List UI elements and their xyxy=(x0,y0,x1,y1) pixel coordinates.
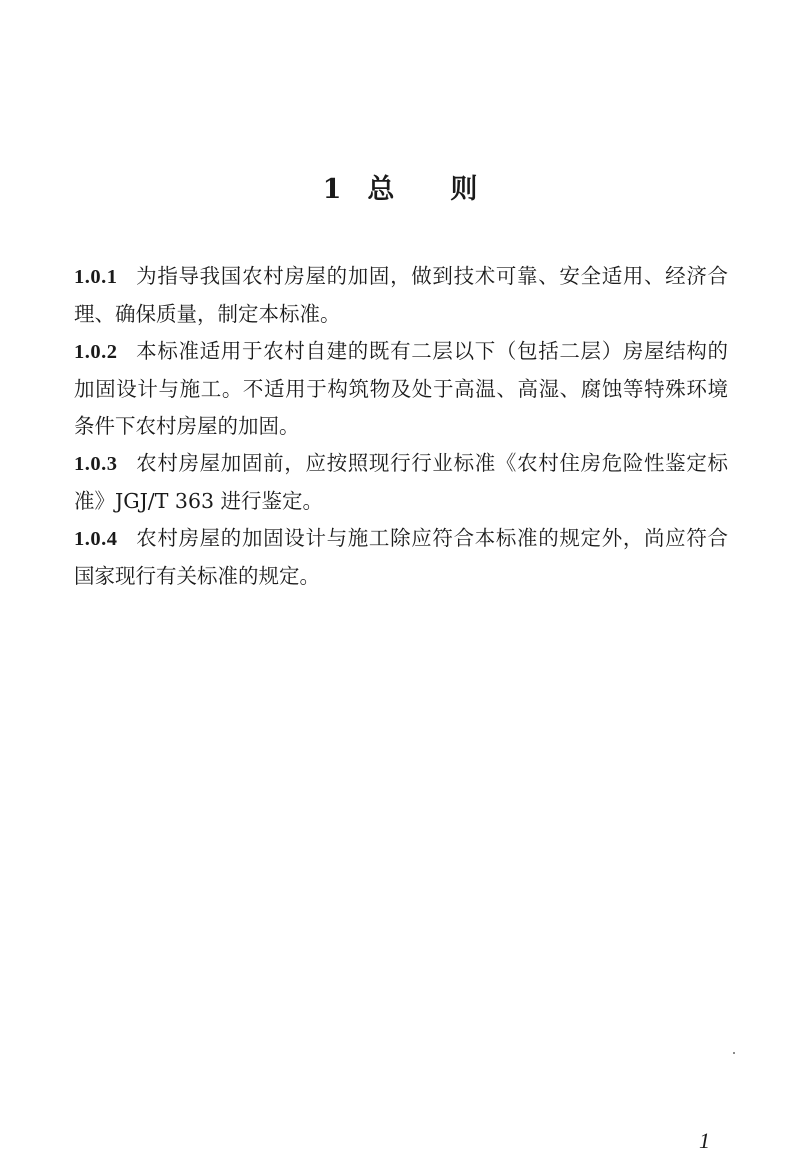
clause-1-0-3 xyxy=(74,445,728,520)
clause-number: 1.0.2 xyxy=(74,341,118,363)
clause-text: 农村房屋加固前，应按照现行行业标准《农村住房危险性鉴定标准》JGJ/T 363 进行鉴定。 xyxy=(74,451,728,513)
scan-speck xyxy=(733,1052,735,1054)
clause-text: 为指导我国农村房屋的加固，做到技术可靠、安全适用、经济合理、确保质量，制定本标准。 xyxy=(74,264,728,326)
clause-text: 农村房屋的加固设计与施工除应符合本标准的规定外，尚应符合国家现行有关标准的规定。 xyxy=(74,526,728,588)
chapter-title-char-1: 总 xyxy=(367,174,395,205)
chapter-number: 1 xyxy=(322,174,342,205)
chapter-title xyxy=(0,170,800,210)
clause-1-0-1 xyxy=(74,258,728,333)
clause-1-0-4 xyxy=(74,520,728,595)
clause-text: 本标准适用于农村自建的既有二层以下（包括二层）房屋结构的加固设计与施工。不适用于构筑物及处于高温、高湿、腐蚀等特殊环境条件下农村房屋的加固。 xyxy=(74,339,728,438)
clause-number: 1.0.3 xyxy=(74,453,118,475)
clause-1-0-2 xyxy=(74,333,728,445)
chapter-title-char-2: 则 xyxy=(450,174,478,205)
clause-number: 1.0.4 xyxy=(74,528,118,550)
clause-list xyxy=(74,258,728,595)
clause-number: 1.0.1 xyxy=(74,266,118,288)
page-number: 1 xyxy=(699,1128,710,1153)
